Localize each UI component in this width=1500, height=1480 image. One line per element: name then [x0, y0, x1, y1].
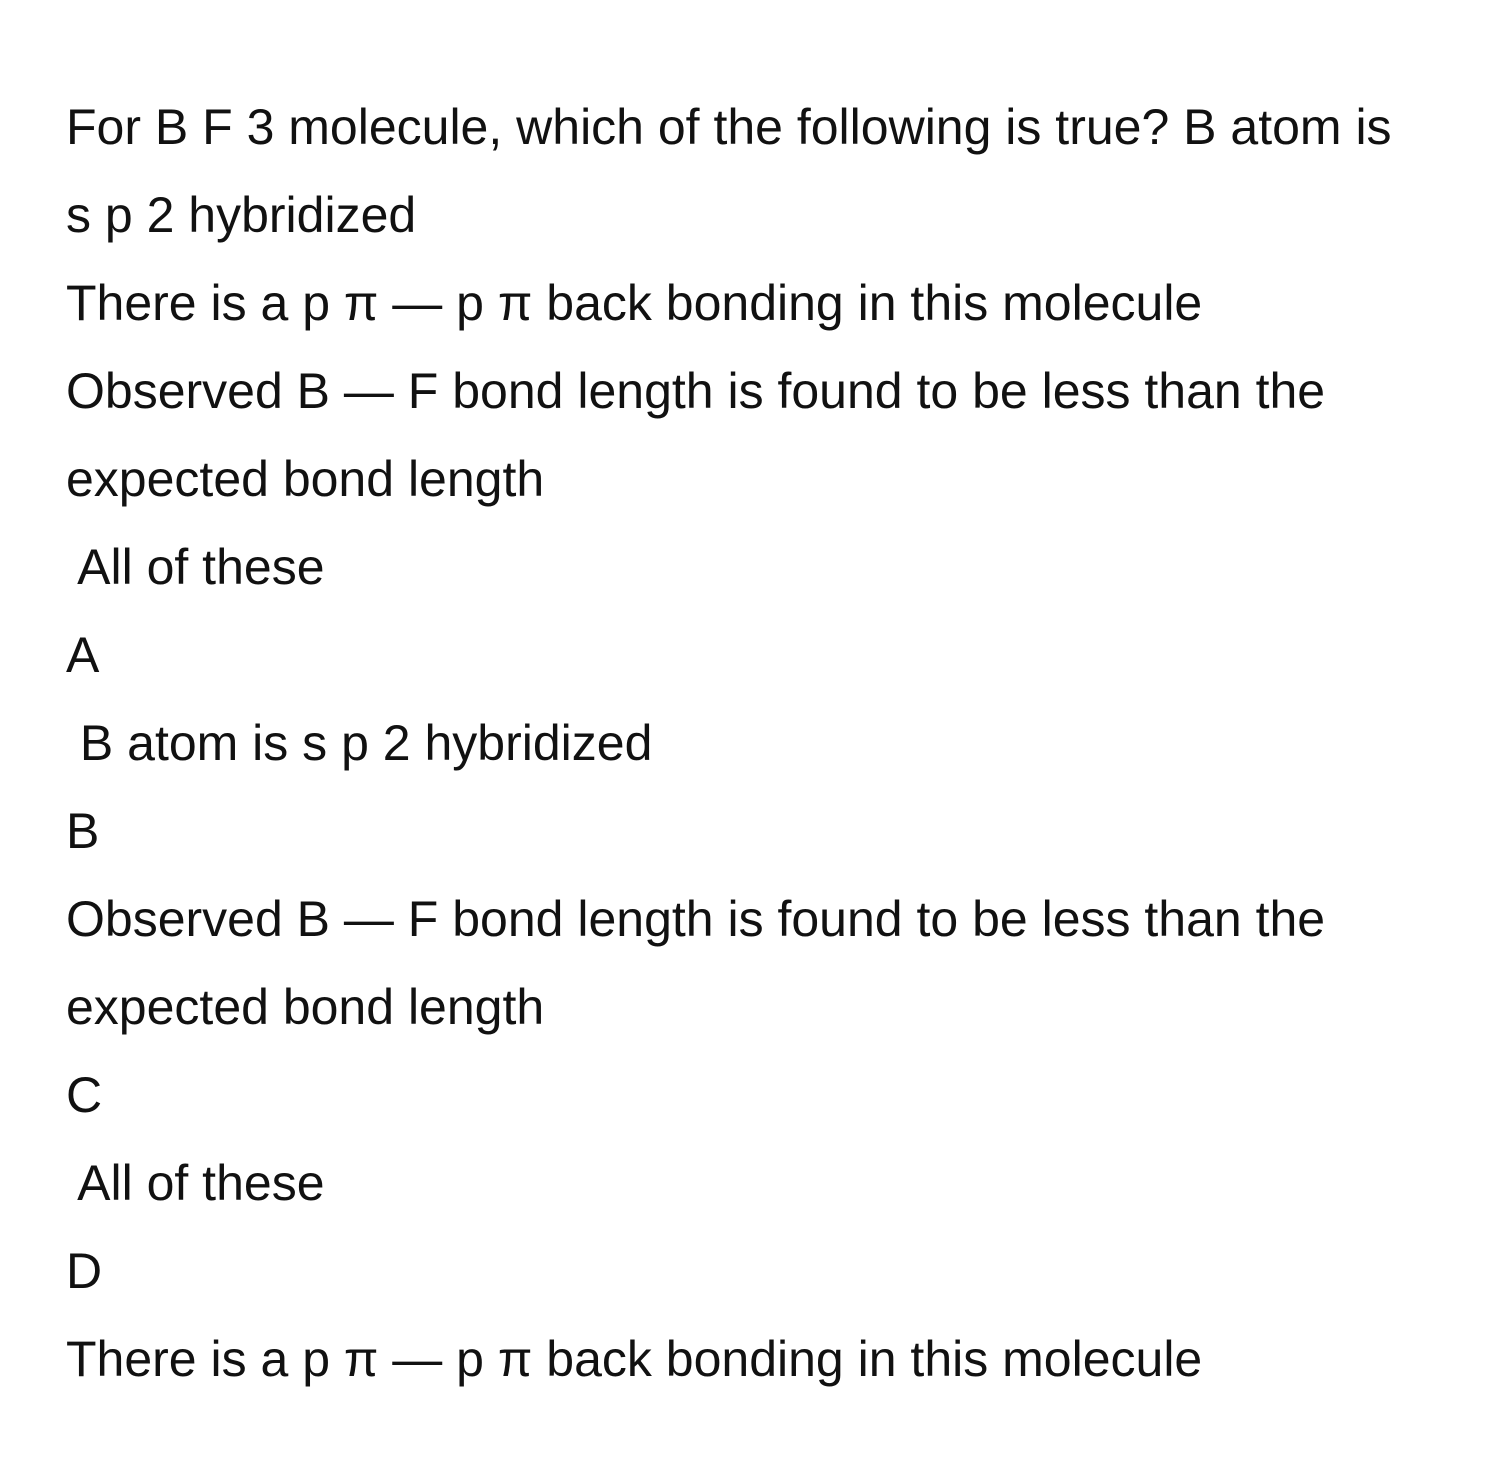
option-letter-d[interactable]: D: [66, 1243, 103, 1299]
option-text-a[interactable]: B atom is s p 2 hybridized: [66, 715, 653, 771]
option-text-b[interactable]: Observed B — F bond length is found to be less than the expected bond length: [66, 891, 1326, 1035]
option-text-d[interactable]: There is a p π — p π back bonding in this molecule: [66, 1331, 1203, 1387]
option-letter-c[interactable]: C: [66, 1067, 103, 1123]
options-list: [66, 611, 1420, 1403]
question-block: [66, 83, 1420, 611]
question-statement: All of these: [66, 539, 325, 595]
option-letter-a[interactable]: A: [66, 627, 100, 683]
option-letter-b[interactable]: B: [66, 803, 100, 859]
question-statement: There is a p π — p π back bonding in this molecule: [66, 275, 1203, 331]
option-text-c[interactable]: All of these: [66, 1155, 325, 1211]
question-stem: For B F 3 molecule, which of the following is true? B atom is s p 2 hybridized: [66, 99, 1392, 243]
question-statement: Observed B — F bond length is found to be less than the expected bond length: [66, 363, 1326, 507]
